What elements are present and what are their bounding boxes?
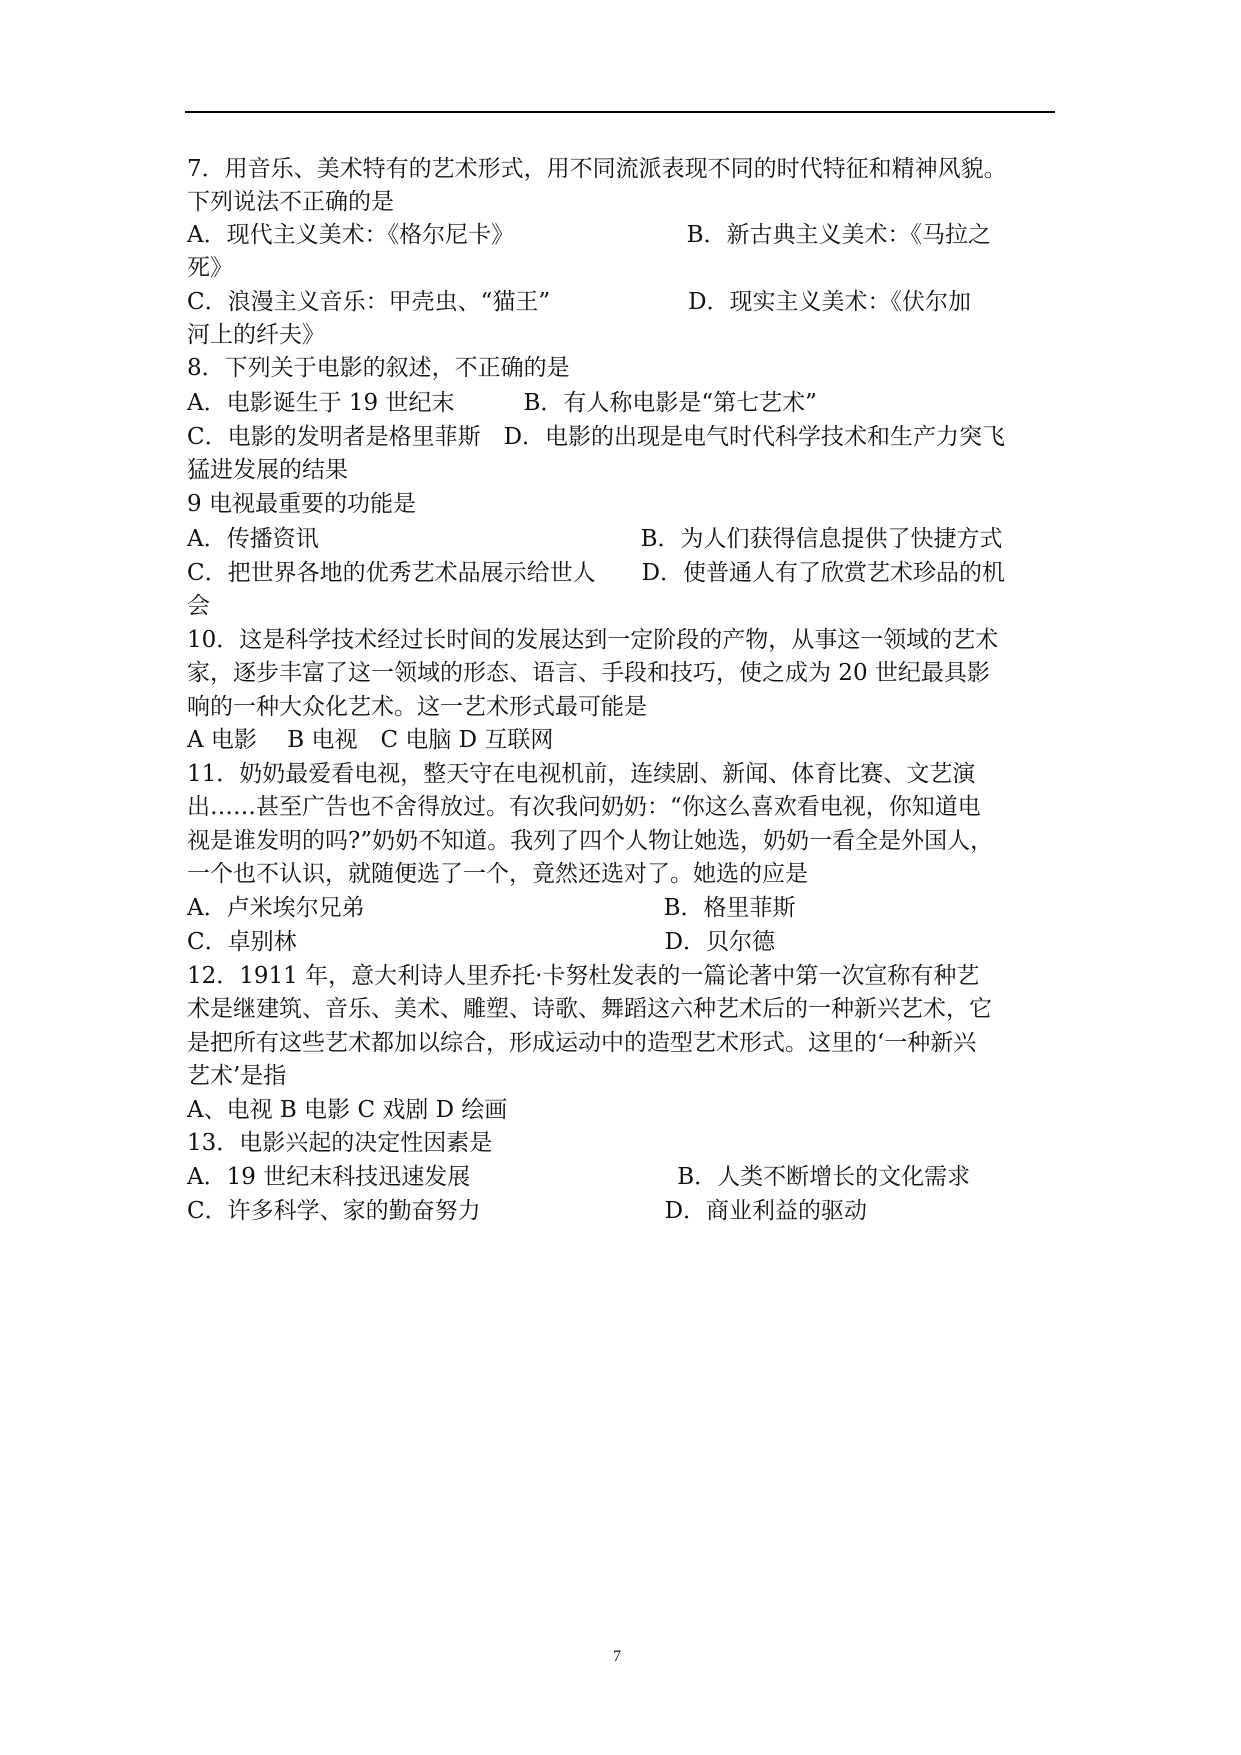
text-line: 死》 — [187, 255, 233, 281]
text-line: 下列说法不正确的是 — [187, 189, 394, 215]
text-line: 11．奶奶最爱看电视，整天守在电视机前，连续剧、新闻、体育比赛、文艺演 — [187, 761, 976, 787]
text-line: 一个也不认识，就随便选了一个，竟然还选对了。她选的应是 — [187, 861, 808, 887]
text-line: 出……甚至广告也不舍得放过。有次我问奶奶：“你这么喜欢看电视，你知道电 — [187, 794, 981, 820]
text-line: C．把世界各地的优秀艺术品展示给世人 D．使普通人有了欣赏艺术珍品的机 — [187, 560, 1006, 586]
text-line: 响的一种大众化艺术。这一艺术形式最可能是 — [187, 694, 647, 720]
text-line: A．19 世纪末科技迅速发展 B．人类不断增长的文化需求 — [187, 1164, 971, 1190]
text-line: A．卢米埃尔兄弟 B．格里菲斯 — [187, 895, 796, 921]
text-line: C．卓别林 D．贝尔德 — [187, 929, 776, 955]
header-rule — [185, 111, 1055, 113]
text-line: 河上的纤夫》 — [187, 322, 325, 348]
text-line: 10．这是科学技术经过长时间的发展达到一定阶段的产物，从事这一领域的艺术 — [187, 627, 999, 653]
text-line: 会 — [187, 593, 210, 619]
text-line: A、电视 B 电影 C 戏剧 D 绘画 — [187, 1097, 508, 1123]
text-line: 家，逐步丰富了这一领域的形态、语言、手段和技巧，使之成为 20 世纪最具影 — [187, 660, 990, 686]
text-line: 9 电视最重要的功能是 — [187, 491, 416, 517]
text-line: 8．下列关于电影的叙述，不正确的是 — [187, 355, 570, 381]
text-line: C．许多科学、家的勤奋努力 D．商业利益的驱动 — [187, 1198, 868, 1224]
text-line: 术是继建筑、音乐、美术、雕塑、诗歌、舞蹈这六种艺术后的一种新兴艺术，它 — [187, 996, 992, 1022]
text-line: 12．1911 年，意大利诗人里乔托·卡努杜发表的一篇论著中第一次宣称有种艺 — [187, 963, 980, 989]
text-line: 猛进发展的结果 — [187, 457, 348, 483]
text-line: A 电影 B 电视 C 电脑 D 互联网 — [187, 727, 554, 753]
page-number: 7 — [613, 1648, 621, 1665]
text-line: A．现代主义美术：《格尔尼卡》 B．新古典主义美术：《马拉之 — [187, 222, 992, 248]
text-line: 13．电影兴起的决定性因素是 — [187, 1130, 493, 1156]
text-line: 7．用音乐、美术特有的艺术形式，用不同流派表现不同的时代特征和精神风貌。 — [187, 156, 1007, 182]
text-line: 艺术’是指 — [187, 1063, 287, 1089]
text-line: A．电影诞生于 19 世纪末 B．有人称电影是“第七艺术” — [187, 390, 817, 416]
text-line: C．电影的发明者是格里菲斯 D．电影的出现是电气时代科学技术和生产力突飞 — [187, 424, 1006, 450]
text-line: C．浪漫主义音乐：甲壳虫、“猫王” D．现实主义美术：《伏尔加 — [187, 289, 972, 315]
text-line: 视是谁发明的吗?”奶奶不知道。我列了四个人物让她选，奶奶一看全是外国人， — [187, 828, 994, 854]
text-line: A．传播资讯 B．为人们获得信息提供了快捷方式 — [187, 526, 1003, 552]
text-line: 是把所有这些艺术都加以综合，形成运动中的造型艺术形式。这里的‘一种新兴 — [187, 1030, 977, 1056]
